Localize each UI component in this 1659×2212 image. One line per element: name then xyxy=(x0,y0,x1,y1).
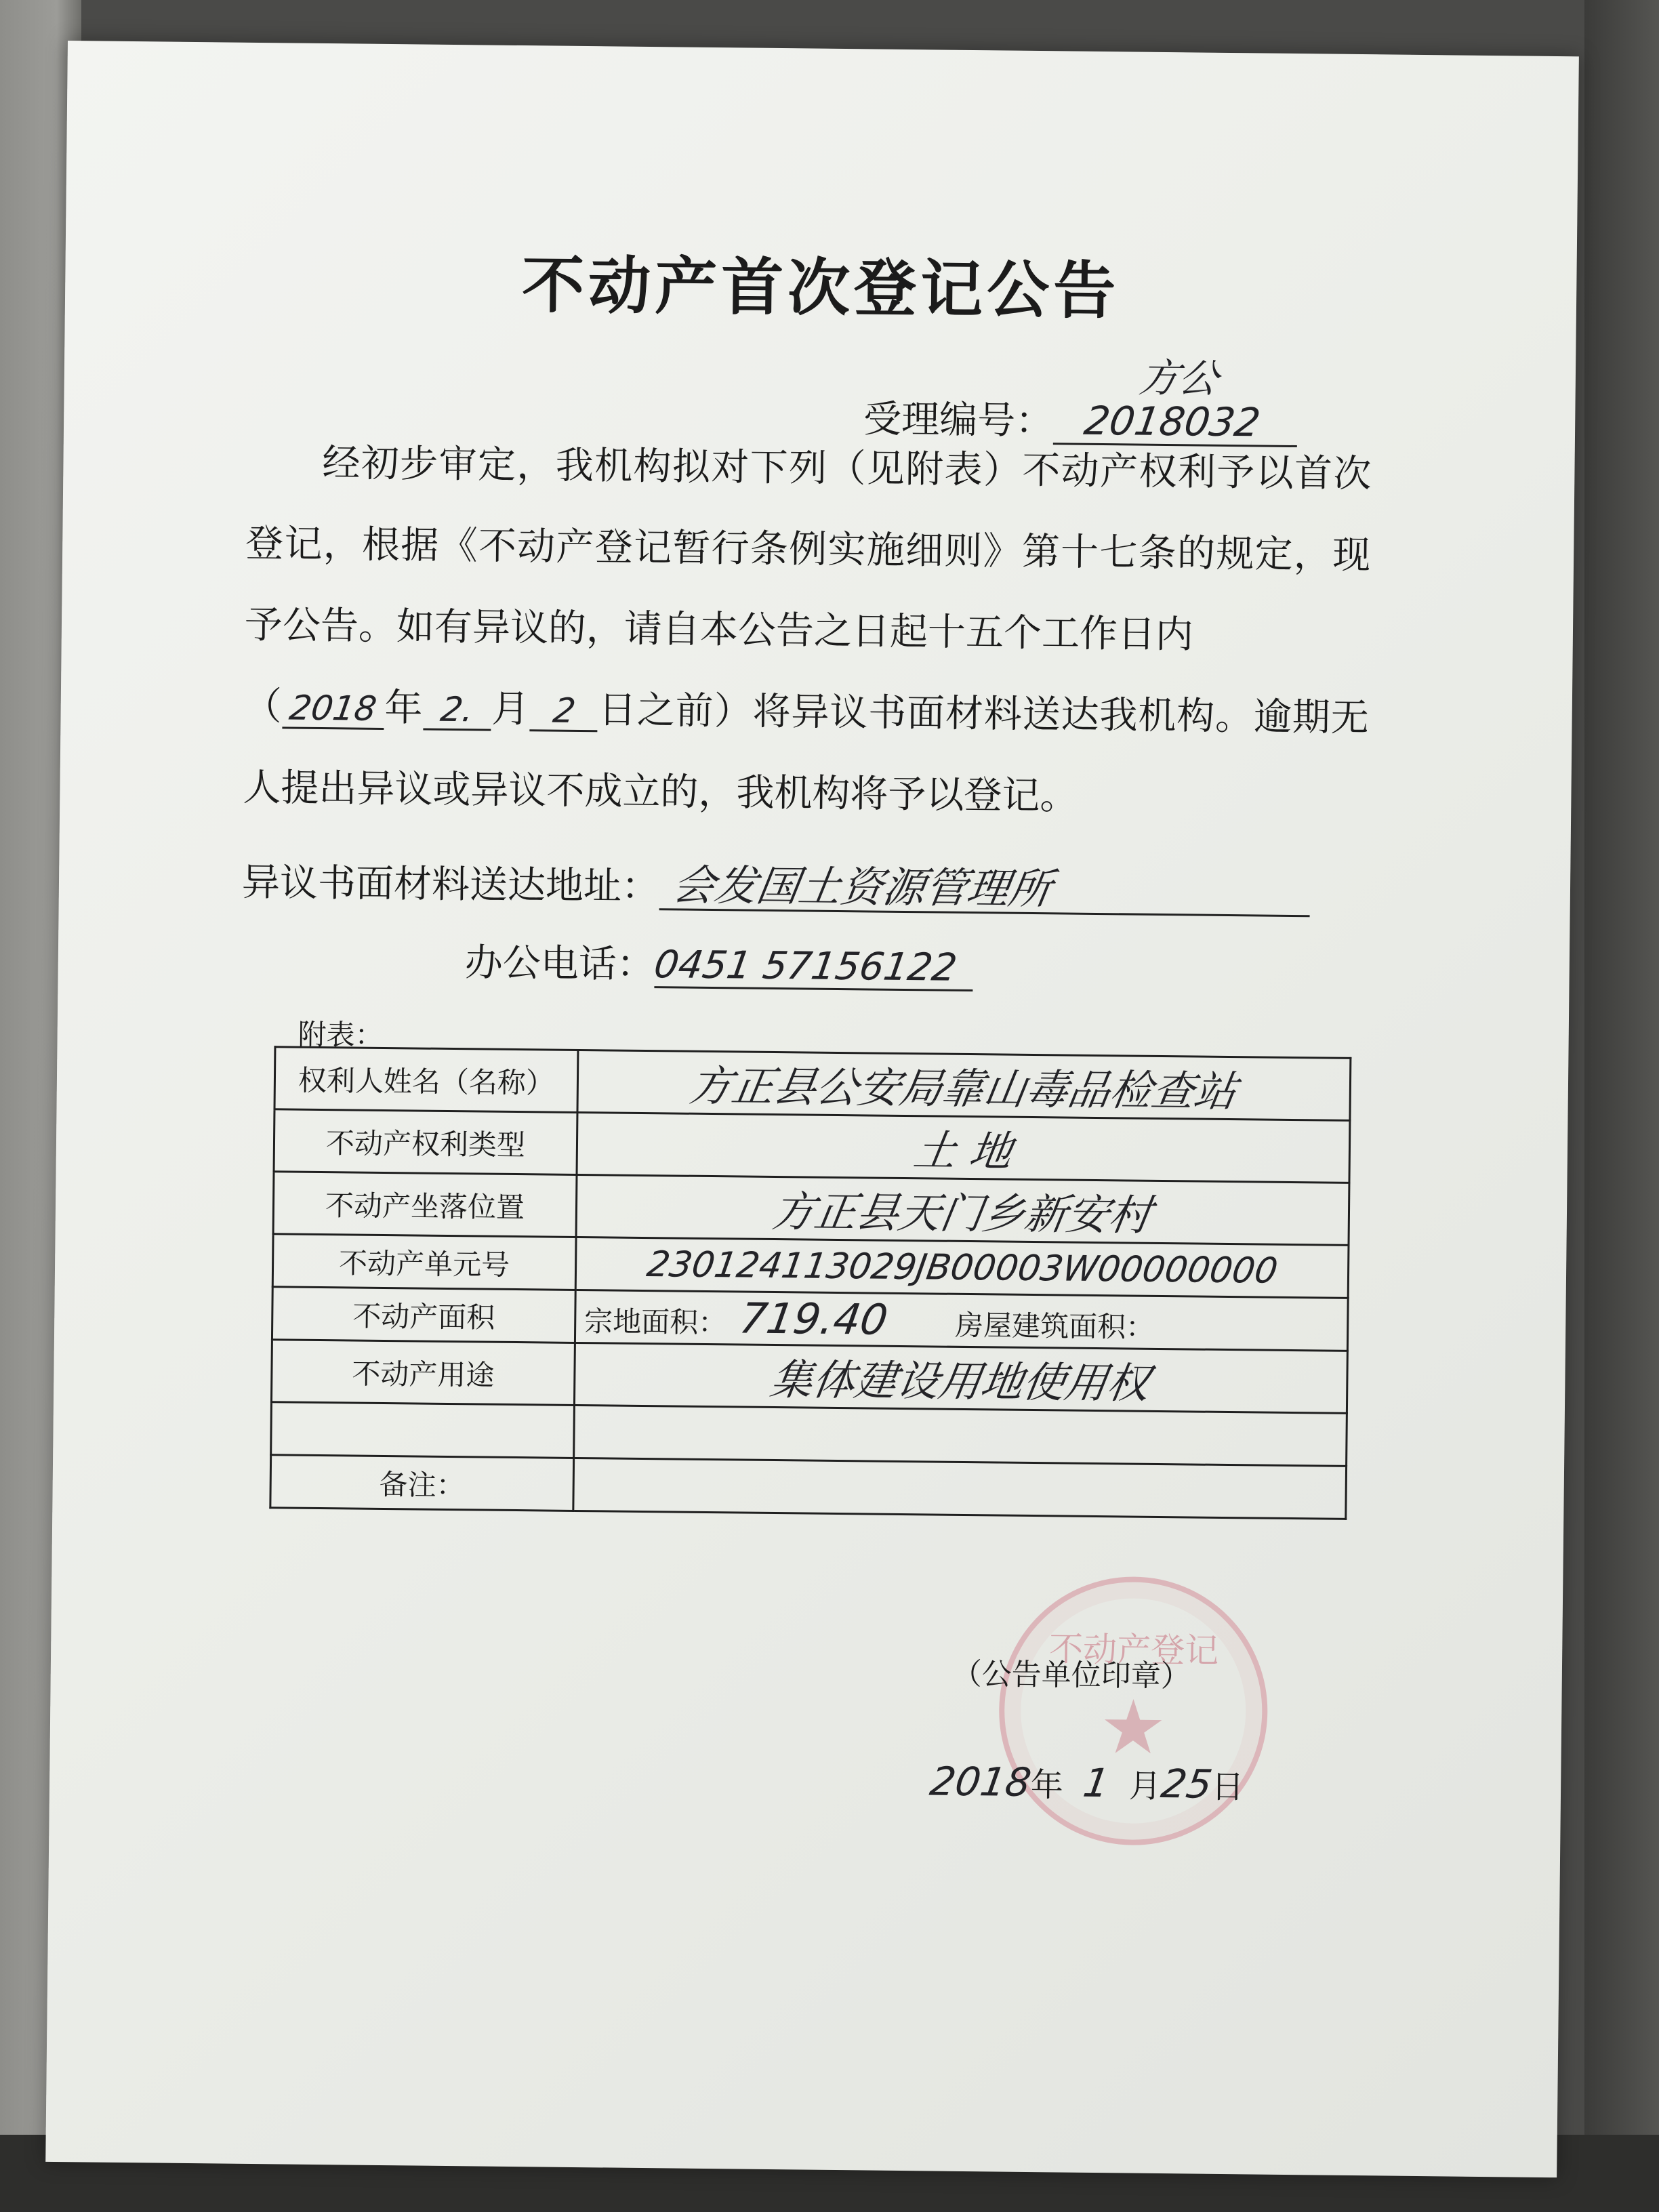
parcel-area-value: 719.40 xyxy=(736,1293,891,1345)
deadline-month-field xyxy=(423,691,491,731)
owner-name-value: 方正县公安局靠山毒品检查站 xyxy=(687,1061,1241,1117)
acceptance-number: 方公2018032 xyxy=(1081,354,1264,446)
sign-month-unit: 月 xyxy=(1128,1767,1162,1806)
document-title: 不动产首次登记公告 xyxy=(521,248,1120,328)
table-row xyxy=(270,1455,1347,1519)
unit-number-label: 不动产单元号 xyxy=(272,1234,576,1290)
owner-name-cell xyxy=(577,1050,1351,1120)
notice-body xyxy=(243,422,1372,840)
address-field xyxy=(659,862,1311,917)
backdrop-right xyxy=(1584,0,1659,2212)
phone-line xyxy=(464,933,973,992)
table-row xyxy=(274,1109,1350,1183)
table-row xyxy=(271,1340,1347,1414)
deadline-year-field xyxy=(282,689,384,730)
deadline-day-field xyxy=(530,692,598,732)
deadline-month: 2. xyxy=(438,689,476,730)
right-type-label: 不动产权利类型 xyxy=(274,1109,577,1175)
empty-row-label xyxy=(271,1402,575,1458)
area-label: 不动产面积 xyxy=(272,1287,575,1343)
phone-value: 0451 57156122 xyxy=(651,943,960,990)
area-cell xyxy=(575,1290,1348,1351)
usage-label: 不动产用途 xyxy=(271,1340,575,1406)
sign-year-unit: 年 xyxy=(1030,1766,1064,1805)
unit-number-value: 230124113029JB00003W00000000 xyxy=(644,1244,1280,1292)
location-cell xyxy=(576,1174,1349,1245)
remarks-label: 备注： xyxy=(270,1455,574,1511)
seal-star-icon: ★ xyxy=(1099,1683,1168,1771)
address-value: 会发国土资源管理所 xyxy=(669,860,1055,914)
notice-paper xyxy=(45,41,1579,2177)
location-value: 方正县天门乡新安村 xyxy=(769,1187,1155,1240)
seal-caption: （公告单位印章） xyxy=(951,1656,1191,1694)
deadline-year: 2018 xyxy=(287,688,380,729)
deadline-tail: 日之前）将异议书面材料送达我机构。逾期无人提出异议或异议不成立的，我机构将予以登记。 xyxy=(243,688,1370,819)
right-type-value: 土 地 xyxy=(910,1126,1016,1176)
table-row xyxy=(273,1172,1349,1246)
sign-day-unit: 日 xyxy=(1211,1767,1244,1807)
deadline-sentence xyxy=(243,666,1369,840)
usage-value: 集体建设用地使用权 xyxy=(767,1355,1153,1408)
acceptance-label: 受理编号： xyxy=(863,397,1054,444)
notice-paragraph: 经初步审定，我机构拟对下列（见附表）不动产权利予以首次登记，根据《不动产登记暂行条例实施细则》第十七条的规定，现予公告。如有异议的，请自本公告之日起十五个工作日内 xyxy=(244,441,1372,657)
deadline-year-unit: 年 xyxy=(384,685,424,731)
phone-label: 办公电话： xyxy=(464,941,655,987)
phone-field xyxy=(651,943,973,991)
empty-row-value xyxy=(574,1405,1347,1466)
parcel-area-label: 宗地面积： xyxy=(583,1305,727,1340)
deadline-open-paren: （ xyxy=(243,684,283,729)
deadline-day: 2 xyxy=(550,691,578,731)
sign-year: 2018 xyxy=(927,1758,1034,1805)
right-type-cell xyxy=(577,1112,1350,1183)
table-row xyxy=(274,1047,1351,1121)
signature-date xyxy=(927,1757,1244,1807)
sign-day: 25 xyxy=(1158,1761,1215,1807)
unit-number-cell xyxy=(575,1237,1349,1298)
building-area-label: 房屋建筑面积： xyxy=(954,1308,1155,1344)
location-label: 不动产坐落位置 xyxy=(273,1172,577,1237)
seal-text: 不动产登记 xyxy=(1048,1629,1219,1671)
address-label: 异议书面材料送达地址： xyxy=(241,860,660,909)
usage-cell xyxy=(574,1343,1347,1413)
sign-month: 1 xyxy=(1080,1759,1112,1807)
deadline-month-unit: 月 xyxy=(491,687,531,732)
appendix-caption: 附表： xyxy=(298,1017,384,1052)
remarks-value xyxy=(573,1458,1347,1519)
owner-name-label: 权利人姓名（名称） xyxy=(274,1047,578,1113)
address-line xyxy=(242,853,1311,918)
appendix-table xyxy=(269,1046,1351,1520)
